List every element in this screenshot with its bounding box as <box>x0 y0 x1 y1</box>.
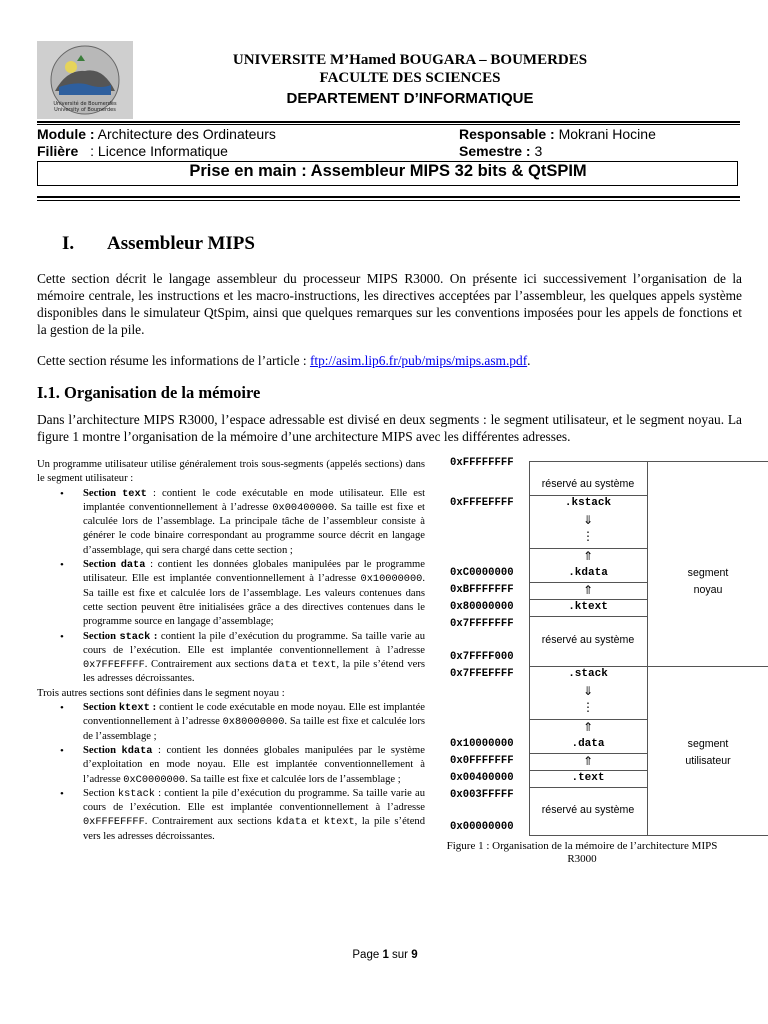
reserved-system: réservé au système <box>541 804 635 816</box>
section1-heading: Assembleur MIPS <box>107 233 255 254</box>
svg-text:Université de Boumerdès: Université de Boumerdès <box>53 101 117 107</box>
page-number: 1 <box>382 949 389 961</box>
address-label: 0x003FFFFF <box>450 789 514 801</box>
reserved-system: réservé au système <box>541 478 635 490</box>
filiere-line <box>37 143 228 159</box>
page-total: 9 <box>411 949 418 961</box>
column-border <box>647 461 648 835</box>
sections-description <box>37 458 425 844</box>
filiere-value: Licence Informatique <box>97 143 228 159</box>
list-item: • Section kstack : contient la pile d’exécution du programme. Sa taille varie au cours de l’exécution. Elle est implantée conventionnellement à l’adresse 0xFFFEFFFF. Contrairement aux sections kdata et ktext, la pile s’étend vers les adresses décroissantes. <box>83 787 425 844</box>
department-name: DEPARTEMENT D’INFORMATIQUE <box>286 90 534 107</box>
svg-text:University of Boumerdes: University of Boumerdes <box>54 107 116 113</box>
source-prefix: Cette section résume les informations de l’article : <box>37 353 310 368</box>
data-label: .data <box>571 738 605 750</box>
filiere-sep: : <box>90 143 95 159</box>
ktext-label: .ktext <box>568 601 608 613</box>
module-label: Module : <box>37 126 95 142</box>
list-item: • Section kdata : contient les données globales manipulées par le système d’exploitation en mode noyau. Elle est implantée conventionnellement à l’adresse 0xC0000000. Sa taille est fixe et calculée lors de l’assemblage ; <box>83 744 425 787</box>
semestre-label: Semestre : <box>459 143 531 159</box>
university-name: UNIVERSITE M’Hamed BOUGARA – BOUMERDES <box>232 52 588 68</box>
faculty-name: FACULTE DES SCIENCES <box>319 70 501 86</box>
figure-caption: Figure 1 : Organisation de la mémoire de l’architecture MIPS R3000 <box>446 840 718 865</box>
user-sections-list <box>37 487 425 687</box>
kstack-label: .kstack <box>564 497 612 509</box>
title-rule-thin <box>37 200 740 201</box>
source-link[interactable]: ftp://asim.lip6.fr/pub/mips/mips.asm.pdf <box>309 353 528 368</box>
address-label: 0x0FFFFFFF <box>450 755 514 767</box>
vertical-ellipsis-icon: ⋮ <box>582 700 594 714</box>
segment-noyau-label: segment <box>687 567 729 579</box>
semestre-value: 3 <box>534 143 543 159</box>
page-title: Prise en main : Assembleur MIPS 32 bits & QtSPIM <box>189 162 587 180</box>
up-arrow-icon: ⇑ <box>582 720 594 734</box>
header-rule-top <box>37 121 740 123</box>
address-label: 0xFFFFFFFF <box>450 457 514 469</box>
page-footer: Page 1 sur 9 <box>352 949 418 961</box>
section1-paragraph: Cette section décrit le langage assembleur du processeur MIPS R3000. On présente ici successivement l’organisation de la mémoire centrale, les instructions et les macro-instructions, les directives acceptées par l’assembleur, les quelques appels système disponibles dans le simulateur QtSpim, ainsi que quelques remarques sur les conventions imposées pour les appels de fonctions et la gestion de la pile. <box>37 271 742 337</box>
address-label: 0x7FFEFFFF <box>450 668 514 680</box>
kernel-intro: Trois autres sections sont définies dans le segment noyau : <box>37 687 285 699</box>
row-divider <box>529 770 647 771</box>
row-divider <box>529 787 647 788</box>
responsable-value: Mokrani Hocine <box>558 126 656 142</box>
section1-number: I. <box>62 233 75 254</box>
row-divider <box>529 599 647 600</box>
address-label: 0x10000000 <box>450 738 514 750</box>
row-divider <box>529 495 647 496</box>
segment-user-label-2: utilisateur <box>685 755 731 767</box>
address-label: 0x7FFFF000 <box>450 651 514 663</box>
down-arrow-icon: ⇓ <box>582 684 594 698</box>
section11-heading: I.1. Organisation de la mémoire <box>37 383 261 402</box>
address-label: 0xC0000000 <box>450 567 514 579</box>
segment-divider <box>529 666 768 667</box>
source-reference <box>37 352 742 369</box>
source-suffix: . <box>527 353 531 368</box>
row-divider <box>529 616 647 617</box>
kdata-label: .kdata <box>568 567 608 579</box>
module-value: Architecture des Ordinateurs <box>97 126 276 142</box>
up-arrow-icon: ⇑ <box>582 754 594 768</box>
address-label: 0x00000000 <box>450 821 514 833</box>
address-label: 0xBFFFFFFF <box>450 584 514 596</box>
memory-map-diagram <box>447 457 768 841</box>
filiere-label: Filière <box>37 143 79 159</box>
title-rule <box>37 196 740 198</box>
address-label: 0x00400000 <box>450 772 514 784</box>
user-intro: Un programme utilisateur utilise généralement trois sous-segments (appelés sections) dans le segment utilisateur : <box>37 459 425 485</box>
address-label: 0x7FFFFFFF <box>450 618 514 630</box>
stack-label: .stack <box>568 668 608 680</box>
responsable-label: Responsable : <box>459 126 555 142</box>
reserved-system: réservé au système <box>541 634 635 646</box>
vertical-ellipsis-icon: ⋮ <box>582 529 594 543</box>
list-item: • Section ktext : contient le code exécutable en mode noyau. Elle est implantée conventionnellement à l’adresse 0x80000000. Sa taille est fixe et calculée lors de l’assemblage ; <box>83 701 425 744</box>
up-arrow-icon: ⇑ <box>582 583 594 597</box>
list-item: • Section data : contient les données globales manipulées par le programme utilisateur. Elle est implantée conventionnellement à l’adresse 0x10000000. Sa taille est fixe et calculée lors de l’assemblage. Les valeurs contenues dans cette section peuvent être initialisées grâce a des directives contenues dans le programme source en langage d’assemblage; <box>83 558 425 629</box>
address-label: 0x80000000 <box>450 601 514 613</box>
responsable-line <box>459 126 656 142</box>
semestre-line <box>459 143 542 159</box>
row-divider <box>529 835 768 836</box>
segment-user-label: segment <box>687 738 729 750</box>
up-arrow-icon: ⇑ <box>582 549 594 563</box>
header-rule-thin <box>37 124 740 125</box>
list-item: • Section text : contient le code exécutable en mode utilisateur. Elle est implantée conventionnellement à l’adresse 0x00400000. Sa taille est fixe et calculée lors de l’assemblage. La principale tâche de l’assembleur consiste à générer le code binaire correspondant au programme source décrit en langage d’assemblage, qui sera chargé dans cette section ; <box>83 487 425 558</box>
section11-paragraph: Dans l’architecture MIPS R3000, l’espace adressable est divisé en deux segments : le segment utilisateur, et le segment noyau. La figure 1 montre l’organisation de la mémoire d’une architecture MIPS avec les différentes adresses. <box>37 412 742 444</box>
kernel-sections-list <box>37 701 425 844</box>
segment-noyau-label-2: noyau <box>693 584 723 596</box>
row-divider <box>529 461 768 462</box>
address-label: 0xFFFEFFFF <box>450 497 514 509</box>
down-arrow-icon: ⇓ <box>582 513 594 527</box>
university-logo <box>37 41 133 119</box>
module-line <box>37 126 276 142</box>
text-label: .text <box>571 772 605 784</box>
list-item: • Section stack : contient la pile d’exécution du programme. Sa taille varie au cours de l’exécution. Elle est implantée conventionnellement à l’adresse 0x7FFEFFFF. Contrairement aux sections data et text, la pile s’étend vers les adresses décroissantes. <box>83 630 425 687</box>
